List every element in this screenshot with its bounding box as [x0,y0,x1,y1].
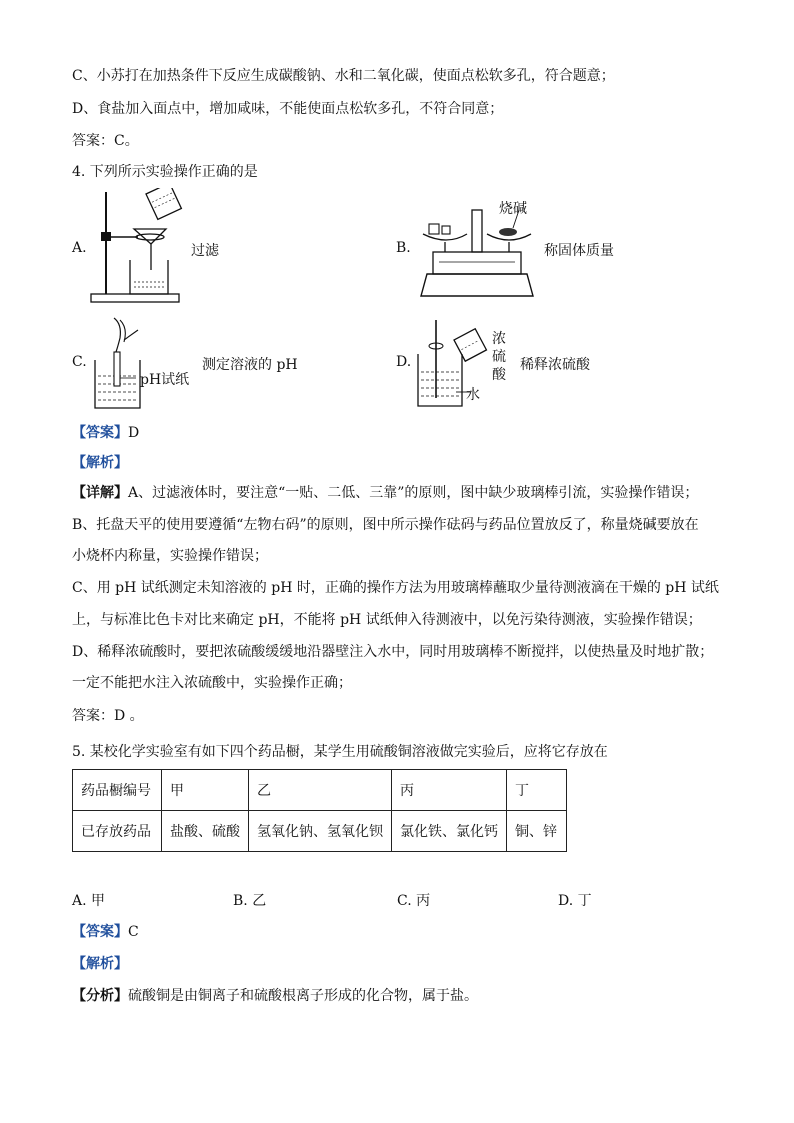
table-cell: 已存放药品 [73,811,162,852]
option-c-caption: 测定溶液的 pH [202,357,298,373]
option-d-explanation: D、食盐加入面点中，增加咸味，不能使面点松软多孔，不符合同意； [72,101,504,117]
option-a-caption: 过滤 [191,243,219,259]
dilute-acid-figure [414,318,494,410]
table-cell: 乙 [249,770,392,811]
option-b-letter: B. [396,240,411,256]
option-d-water-label: 水 [466,387,480,403]
answer-value: C [128,924,139,940]
option-c-paper-label: pH试纸 [140,372,190,388]
q4-detail-line-5: 上，与标准比色卡对比来确定 pH，不能将 pH 试纸伸入待测液中，以免污染待测液，实验操作错误； [72,612,702,628]
ph-test-figure [92,316,148,410]
option-a-letter: A. [72,240,87,256]
option-d-letter: D. [396,354,412,370]
table-cell: 甲 [162,770,249,811]
q5-analysis-tag: 【解析】 [72,956,128,972]
option-b-caption: 称固体质量 [544,243,614,259]
q5-option-c: C. 丙 [397,893,431,909]
option-d-acid-label: 浓硫酸 [492,331,506,383]
table-row [73,811,567,852]
q5-option-d: D. 丁 [558,893,592,909]
answer-tag: 【答案】 [72,425,128,441]
table-cell: 铜、锌 [507,811,567,852]
q5-option-a: A. 甲 [72,893,106,909]
question-4-stem: 4. 下列所示实验操作正确的是 [72,164,258,180]
answer-tag: 【答案】 [72,924,128,940]
q4-detail-line-3: 小烧杯内称量，实验操作错误； [72,548,268,564]
q5-answer [72,922,139,942]
filtration-apparatus-figure [88,188,198,308]
q4-final-answer: 答案：D 。 [72,708,144,724]
table-cell: 丙 [392,770,507,811]
option-d-caption: 稀释浓硫酸 [520,357,590,373]
q4-detail-line-2: B、托盘天平的使用要遵循“左物右码”的原则，图中所示操作砝码与药品位置放反了，称量烧碱要放在 [72,517,699,533]
question-5-stem: 5. 某校化学实验室有如下四个药品橱，某学生用硫酸铜溶液做完实验后，应将它存放在 [72,744,608,760]
q5-fenxi-line [72,986,478,1006]
q4-answer [72,423,139,443]
q4-detail-line-6: D、稀释浓硫酸时，要把浓硫酸缓缓地沿器壁注入水中，同时用玻璃棒不断搅拌，以使热量及时地扩散； [72,644,714,660]
table-cell: 氯化铁、氯化钙 [392,811,507,852]
option-b-sample-label: 烧碱 [499,201,527,217]
table-cell: 氢氧化钠、氢氧化钡 [249,811,392,852]
detail-text: A、过滤液体时，要注意“一贴、二低、三靠”的原则，图中缺少玻璃棒引流，实验操作错误； [128,485,699,501]
q4-detail-line-7: 一定不能把水注入浓硫酸中，实验操作正确； [72,675,352,691]
fenxi-tag: 【分析】 [72,988,128,1004]
q4-analysis-tag: 【解析】 [72,455,128,471]
answer-value: D [128,425,140,441]
option-c-letter: C. [72,354,87,370]
q5-option-b: B. 乙 [233,893,267,909]
detail-tag: 【详解】 [72,485,128,501]
answer-line: 答案：C。 [72,133,139,149]
table-row [73,770,567,811]
q4-detail-line-1 [72,483,698,503]
fenxi-text: 硫酸铜是由铜离子和硫酸根离子形成的化合物，属于盐。 [128,988,478,1004]
table-cell: 盐酸、硫酸 [162,811,249,852]
table-cell: 丁 [507,770,567,811]
q4-detail-line-4: C、用 pH 试纸测定未知溶液的 pH 时，正确的操作方法为用玻璃棒蘸取少量待测液滴在干燥的 pH 试纸 [72,580,719,596]
option-c-explanation: C、小苏打在加热条件下反应生成碳酸钠、水和二氧化碳，使面点松软多孔，符合题意； [72,68,615,84]
drug-cabinet-table [72,769,567,852]
table-cell: 药品橱编号 [73,770,162,811]
